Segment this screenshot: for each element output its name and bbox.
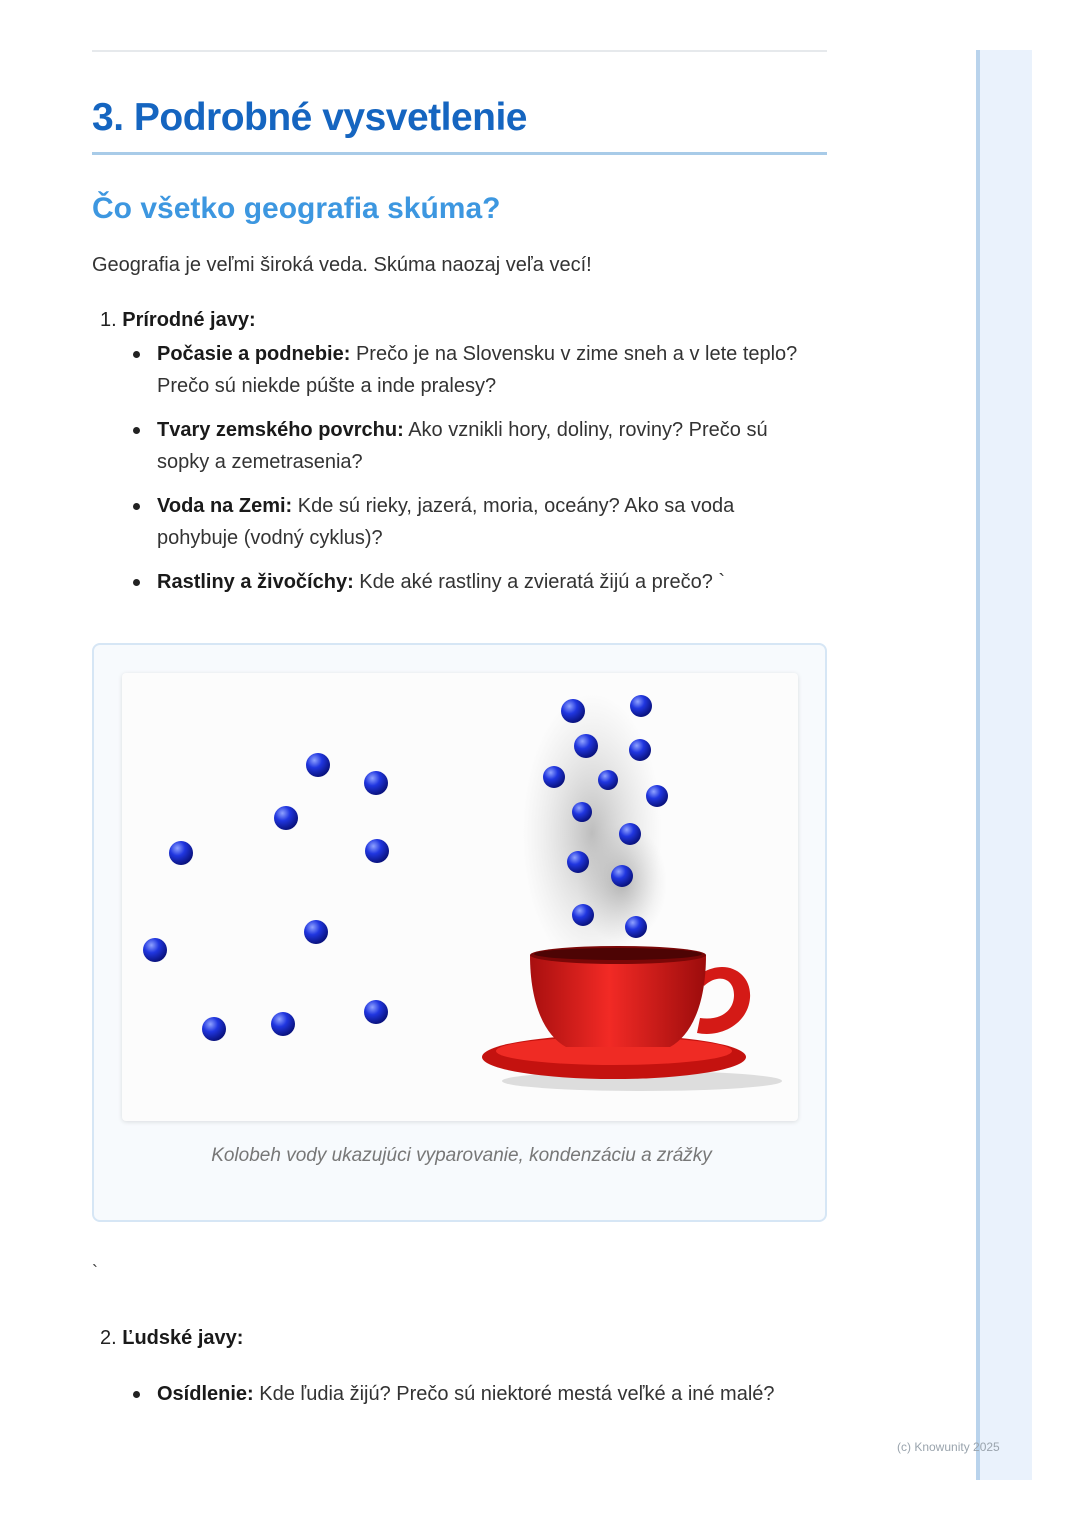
bullet-term: Rastliny a živočíchy:	[157, 571, 354, 593]
molecule	[561, 699, 585, 723]
bullet-term: Voda na Zemi:	[157, 495, 293, 517]
molecule	[169, 841, 193, 865]
molecule	[365, 839, 389, 863]
molecule	[543, 766, 565, 788]
bullet-item	[130, 1378, 820, 1410]
bullet-item	[130, 338, 820, 402]
figure-caption: Kolobeh vody ukazujúci vyparovanie, kondenzáciu a zrážky	[211, 1145, 712, 1166]
bullet-item	[130, 490, 820, 554]
bullet-text: Kde sú rieky, jazerá, moria, oceány? Ako sa voda pohybuje (vodný cyklus)?	[157, 495, 735, 549]
molecule	[143, 938, 167, 962]
bullet-text: Prečo je na Slovensku v zime sneh a v lete teplo? Prečo sú niekde púšte a inde pralesy?	[157, 343, 798, 397]
list-number: 2.	[100, 1327, 117, 1349]
list-item-natural-phenomena	[100, 309, 256, 332]
molecule	[629, 739, 651, 761]
molecule	[625, 916, 647, 938]
molecule	[574, 734, 598, 758]
molecule	[598, 770, 618, 790]
bullet-text: Kde ľudia žijú? Prečo sú niektoré mestá veľké a iné malé?	[253, 1383, 775, 1405]
molecule	[364, 771, 388, 795]
molecule	[619, 823, 641, 845]
bullet-term: Počasie a podnebie:	[157, 343, 351, 365]
natural-phenomena-list	[130, 338, 820, 598]
bullet-term: Osídlenie:	[157, 1383, 254, 1405]
stray-backtick: `	[92, 1262, 98, 1282]
molecule	[572, 904, 594, 926]
section-heading: 3. Podrobné vysvetlenie	[92, 96, 827, 155]
list-number: 1.	[100, 309, 117, 331]
list-title: Prírodné javy:	[122, 309, 256, 331]
list-title: Ľudské javy:	[122, 1327, 244, 1349]
molecule	[306, 753, 330, 777]
evaporation-illustration	[122, 673, 798, 1121]
molecule	[304, 920, 328, 944]
list-item-human-phenomena	[100, 1327, 243, 1350]
bullet-item	[130, 414, 820, 478]
cold-molecules	[143, 753, 389, 1041]
molecule	[364, 1000, 388, 1024]
human-phenomena-list	[130, 1378, 820, 1410]
intro-paragraph: Geografia je veľmi široká veda. Skúma naozaj veľa vecí!	[92, 254, 592, 276]
cup-and-molecules-image	[122, 673, 798, 1121]
molecule	[646, 785, 668, 807]
cup-body	[530, 955, 706, 1047]
copyright-footer: (c) Knowunity 2025	[897, 1440, 1000, 1454]
cup-handle	[697, 967, 750, 1034]
molecule	[567, 851, 589, 873]
bullet-text: Ako vznikli hory, doliny, roviny? Prečo sú sopky a zemetrasenia?	[157, 419, 768, 473]
bullet-text: Kde aké rastliny a zvieratá žijú a prečo? `	[353, 571, 726, 593]
molecule	[202, 1017, 226, 1041]
molecule	[572, 802, 592, 822]
red-cup	[482, 946, 782, 1091]
bullet-item	[130, 566, 820, 598]
bullet-term: Tvary zemského povrchu:	[157, 419, 404, 441]
molecule	[271, 1012, 295, 1036]
top-divider	[92, 50, 827, 52]
right-sidebar-panel	[976, 50, 1032, 1480]
molecule	[274, 806, 298, 830]
molecule	[630, 695, 652, 717]
subheading: Čo všetko geografia skúma?	[92, 192, 501, 225]
molecule	[611, 865, 633, 887]
figure-box	[92, 643, 827, 1222]
